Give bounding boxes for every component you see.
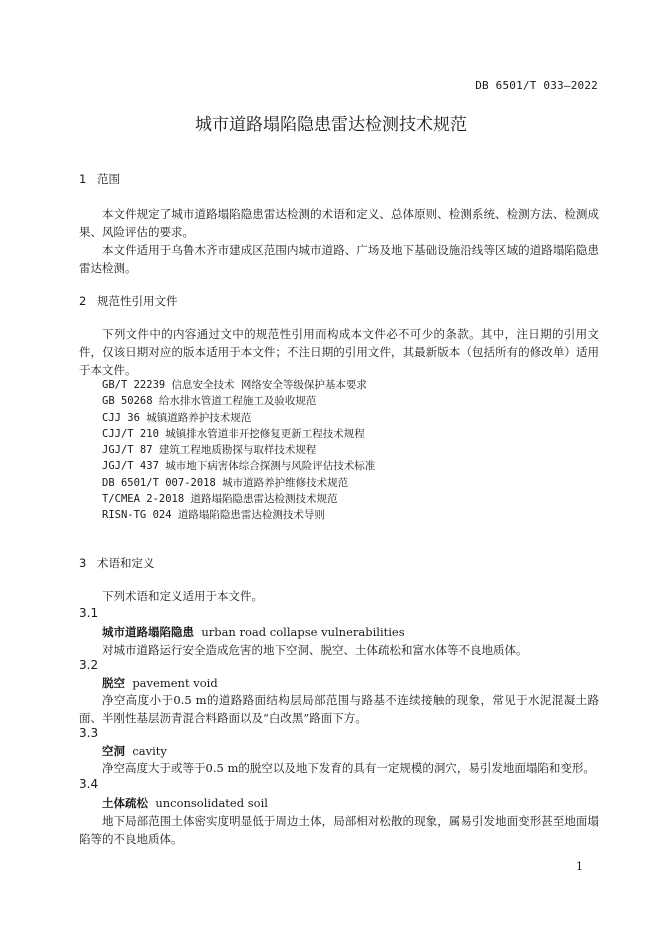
term-zh: 城市道路塌陷隐患	[102, 625, 194, 639]
section-1-heading	[79, 171, 120, 187]
term-title	[102, 743, 167, 759]
section-title: 范围	[97, 172, 120, 186]
section-number: 1	[79, 172, 87, 186]
term-title	[102, 675, 218, 691]
reference-item: JGJ/T 87 建筑工程地质勘探与取样技术规程	[102, 444, 317, 457]
section-2-intro: 下列文件中的内容通过文中的规范性引用而构成本文件必不可少的条款。其中，注日期的引用文件，仅该日期对应的版本适用于本文件；不注日期的引用文件，其最新版本（包括所有的修改单）适用于本文件。	[79, 327, 599, 377]
term-zh: 土体疏松	[102, 796, 148, 810]
reference-item: RISN-TG 024 道路塌陷隐患雷达检测技术导则	[102, 509, 325, 522]
term-en: urban road collapse vulnerabilities	[201, 625, 405, 639]
section-number: 3	[79, 556, 87, 570]
reference-item: JGJ/T 437 城市地下病害体综合探测与风险评估技术标准	[102, 460, 376, 473]
term-en: unconsolidated soil	[155, 796, 268, 810]
reference-item: T/CMEA 2-2018 道路塌陷隐患雷达检测技术规范	[102, 493, 338, 506]
term-definition: 净空高度大于或等于0.5 m的脱空以及地下发育的具有一定规模的洞穴，易引发地面塌陷和变形。	[102, 761, 595, 775]
standard-code: DB 6501/T 033—2022	[475, 79, 598, 92]
section-number: 2	[79, 294, 87, 308]
term-zh: 空洞	[102, 744, 125, 758]
page-number: 1	[576, 860, 583, 873]
term-definition: 净空高度小于0.5 m的道路路面结构层局部范围与路基不连续接触的现象，常见于水泥混凝土路面、半刚性基层沥青混合料路面以及“白改黑”路面下方。	[79, 693, 599, 725]
section-3-intro: 下列术语和定义适用于本文件。	[102, 589, 263, 603]
section-title: 术语和定义	[97, 556, 155, 570]
term-en: cavity	[132, 744, 167, 758]
section-1-para-2: 本文件适用于乌鲁木齐市建成区范围内城市道路、广场及地下基础设施沿线等区域的道路塌陷隐患雷达检测。	[79, 243, 599, 275]
section-1-para-1: 本文件规定了城市道路塌陷隐患雷达检测的术语和定义、总体原则、检测系统、检测方法、检测成果、风险评估的要求。	[79, 207, 599, 239]
term-zh: 脱空	[102, 676, 125, 690]
term-definition: 地下局部范围土体密实度明显低于周边土体，局部相对松散的现象，属易引发地面变形甚至地面塌陷等的不良地质体。	[79, 814, 599, 846]
term-number: 3.3	[79, 726, 99, 740]
term-title	[102, 624, 405, 640]
term-number: 3.2	[79, 658, 99, 672]
section-3-heading	[79, 555, 155, 571]
reference-list	[102, 377, 375, 524]
section-2-heading	[79, 293, 178, 309]
term-number: 3.4	[79, 777, 99, 791]
reference-item: CJJ/T 210 城镇排水管道非开挖修复更新工程技术规程	[102, 427, 365, 440]
document-title: 城市道路塌陷隐患雷达检测技术规范	[195, 115, 467, 135]
term-title	[102, 795, 268, 811]
reference-item: CJJ 36 城镇道路养护技术规范	[102, 411, 252, 424]
reference-item: GB 50268 给水排水管道工程施工及验收规范	[102, 395, 317, 408]
section-title: 规范性引用文件	[97, 294, 178, 308]
reference-item: GB/T 22239 信息安全技术 网络安全等级保护基本要求	[102, 379, 367, 391]
term-number: 3.1	[79, 606, 99, 620]
reference-item: DB 6501/T 007-2018 城市道路养护维修技术规范	[102, 476, 349, 489]
term-en: pavement void	[132, 676, 218, 690]
term-definition: 对城市道路运行安全造成危害的地下空洞、脱空、土体疏松和富水体等不良地质体。	[102, 643, 528, 657]
